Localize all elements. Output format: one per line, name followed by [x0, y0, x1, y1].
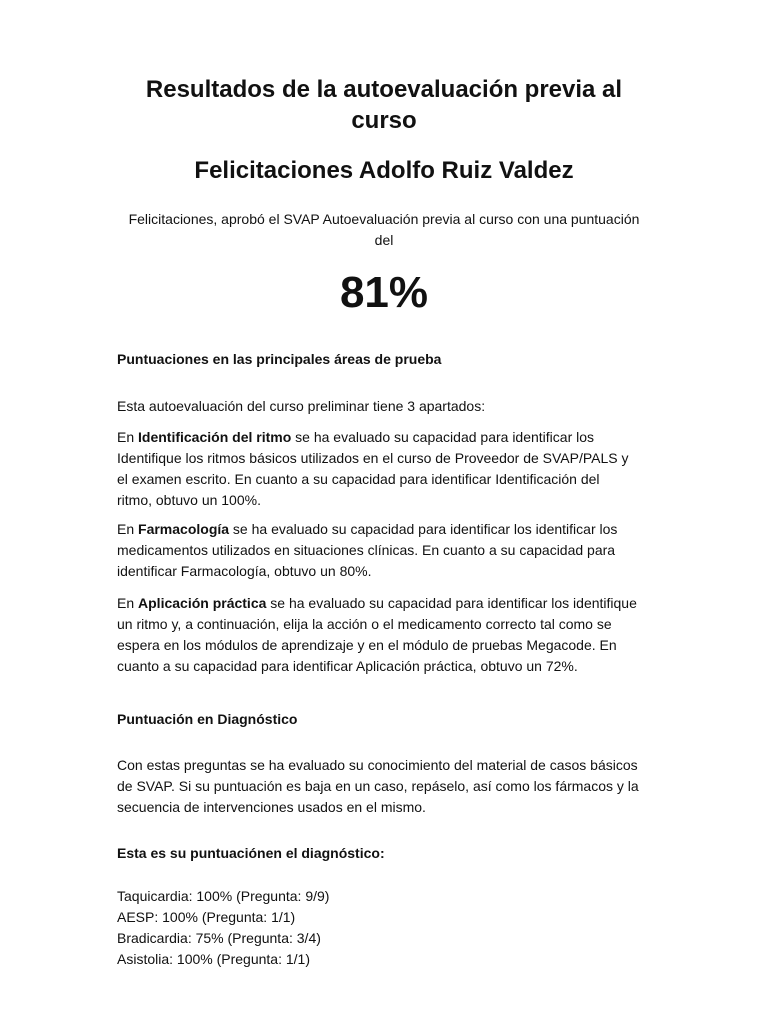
area-paragraph-practical — [117, 593, 677, 677]
area-line-rest: se ha evaluado su capacidad para identificar los identificar los — [229, 521, 618, 537]
area-prefix: En — [117, 429, 139, 445]
congratulations-heading: Felicitaciones Adolfo Ruiz Valdez — [194, 157, 574, 184]
area-paragraph-line — [117, 593, 677, 614]
diagnosis-scores-heading: Esta es su puntuaciónen el diagnóstico: — [117, 845, 385, 861]
area-paragraph-rhythm — [117, 427, 677, 511]
area-line-rest: se ha evaluado su capacidad para identificar los — [291, 429, 595, 445]
area-name: Farmacología — [138, 521, 230, 537]
diagnosis-text-line: secuencia de intervenciones usados en el mismo. — [117, 799, 426, 815]
page-title-line-2: curso — [351, 107, 417, 134]
overall-score: 81% — [339, 268, 429, 317]
area-paragraph-line: cuanto a su capacidad para identificar Aplicación práctica, obtuvo un 72%. — [117, 658, 578, 674]
area-line-rest: se ha evaluado su capacidad para identificar los identifique — [266, 595, 637, 611]
diagnosis-heading: Puntuación en Diagnóstico — [117, 711, 298, 727]
area-paragraph-line — [117, 427, 677, 448]
intro-text — [100, 209, 668, 251]
diagnosis-score-item: Bradicardia: 75% (Pregunta: 3/4) — [117, 930, 321, 946]
diagnosis-text-line: Con estas preguntas se ha evaluado su conocimiento del material de casos básicos — [117, 757, 638, 773]
area-paragraph-line: ritmo, obtuvo un 100%. — [117, 492, 261, 508]
area-paragraph-line: Identifique los ritmos básicos utilizados en el curso de Proveedor de SVAP/PALS y — [117, 450, 629, 466]
area-paragraph-line: un ritmo y, a continuación, elija la acción o el medicamento correcto tal como se — [117, 616, 612, 632]
area-prefix: En — [117, 595, 139, 611]
diagnosis-score-item: AESP: 100% (Pregunta: 1/1) — [117, 909, 296, 925]
areas-heading: Puntuaciones en las principales áreas de prueba — [117, 351, 442, 367]
area-name: Aplicación práctica — [138, 595, 267, 611]
diagnosis-text-line: de SVAP. Si su puntuación es baja en un caso, repáselo, así como los fármacos y la — [117, 778, 639, 794]
area-prefix: En — [117, 521, 139, 537]
area-paragraph-line: espera en los módulos de aprendizaje y en el módulo de pruebas Megacode. En — [117, 637, 617, 653]
diagnosis-score-item: Taquicardia: 100% (Pregunta: 9/9) — [117, 888, 330, 904]
intro-text-line-2: del — [374, 232, 394, 248]
area-paragraph-line: identificar Farmacología, obtuvo un 80%. — [117, 563, 372, 579]
page-title — [60, 74, 708, 136]
area-paragraph-line: medicamentos utilizados en situaciones clínicas. En cuanto a su capacidad para — [117, 542, 616, 558]
page-title-line-1: Resultados de la autoevaluación previa al — [145, 76, 623, 103]
areas-intro: Esta autoevaluación del curso preliminar tiene 3 apartados: — [117, 398, 486, 414]
area-paragraph-line: el examen escrito. En cuanto a su capacidad para identificar Identificación del — [117, 471, 600, 487]
area-paragraph-line — [117, 519, 677, 540]
diagnosis-score-item: Asistolia: 100% (Pregunta: 1/1) — [117, 951, 310, 967]
diagnosis-text — [117, 755, 677, 818]
area-paragraph-pharmacology — [117, 519, 677, 582]
intro-text-line-1: Felicitaciones, aprobó el SVAP Autoevaluación previa al curso con una puntuación — [128, 211, 640, 227]
diagnosis-scores-list — [117, 886, 677, 970]
area-name: Identificación del ritmo — [138, 429, 292, 445]
